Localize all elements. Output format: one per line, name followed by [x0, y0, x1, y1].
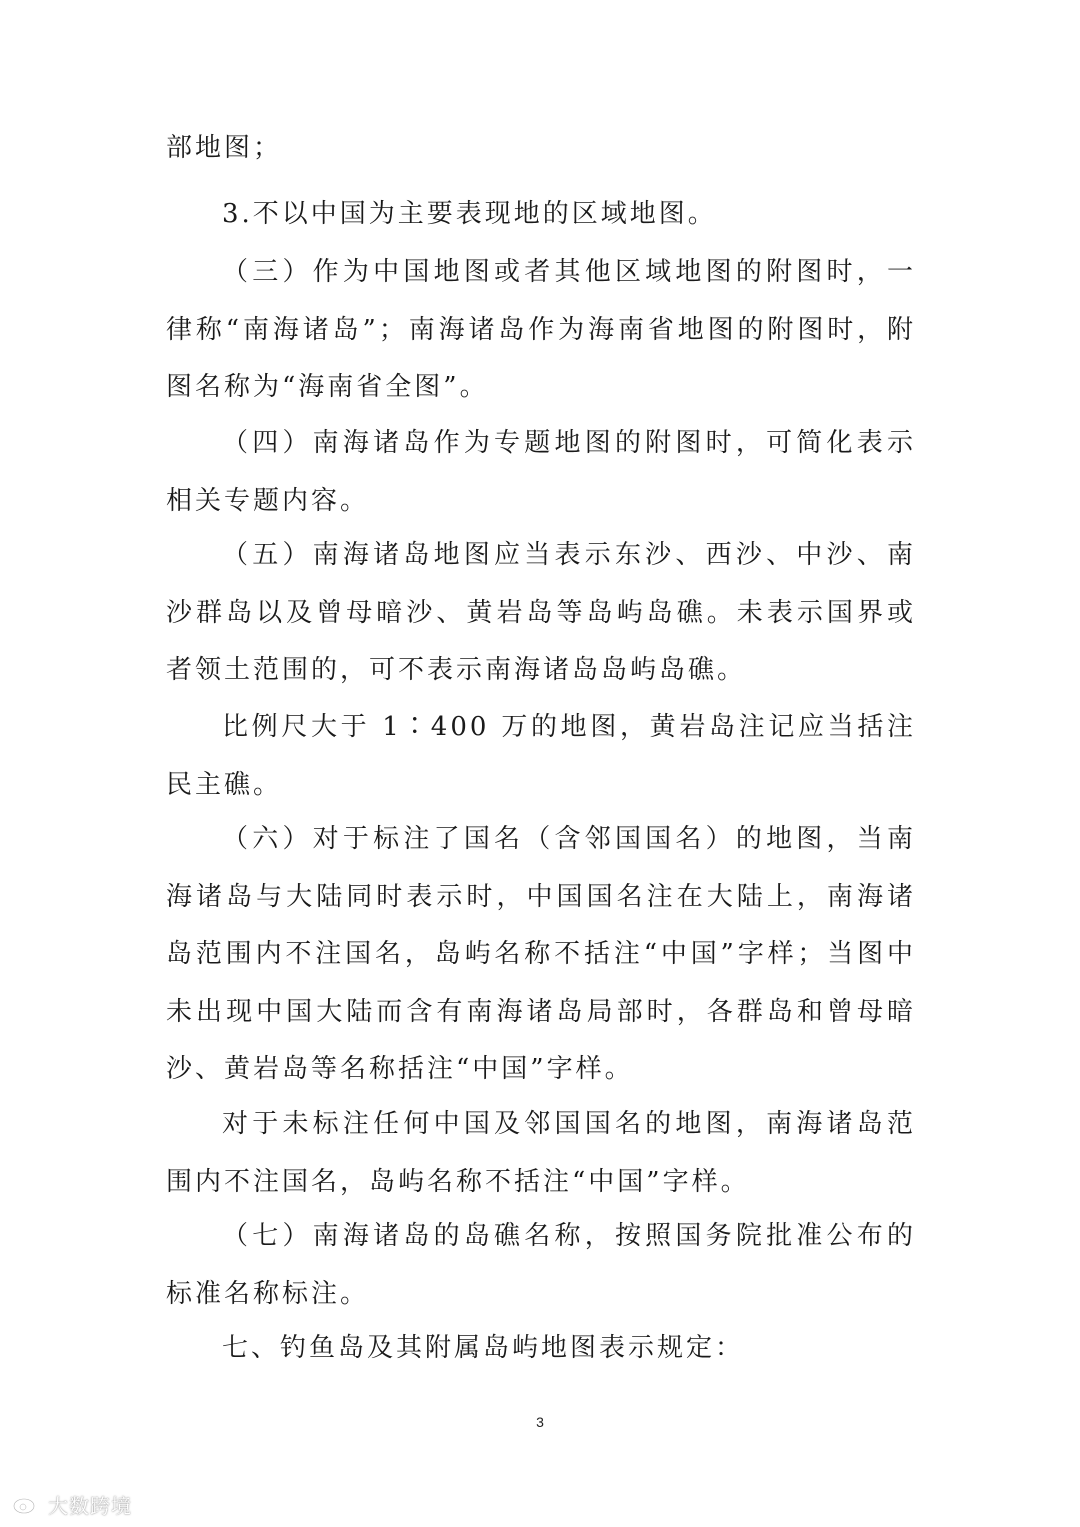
paragraph-heading-7: 七、钓鱼岛及其附属岛屿地图表示规定： — [222, 1333, 745, 1363]
paragraph-unlabeled-maps: 对于未标注任何中国及邻国国名的地图，南海诸岛范围内不注国名，岛屿名称不括注“中国”字样。 — [166, 1109, 916, 1197]
paragraph-section-5: （五）南海诸岛地图应当表示东沙、西沙、中沙、南沙群岛以及曾母暗沙、黄岩岛等岛屿岛礁。未表示国界或者领土范围的，可不表示南海诸岛岛屿岛礁。 — [166, 540, 916, 685]
weibo-logo-icon — [12, 1491, 42, 1519]
page-number: 3 — [536, 1414, 544, 1430]
watermark — [12, 1490, 132, 1519]
paragraph-scale-note: 比例尺大于 1∶400 万的地图，黄岩岛注记应当括注民主礁。 — [166, 712, 916, 800]
paragraph-section-7: （七）南海诸岛的岛礁名称，按照国务院批准公布的标准名称标注。 — [166, 1221, 916, 1309]
watermark-text: 大数跨境 — [48, 1494, 132, 1518]
paragraph-continuation: 部地图； — [166, 133, 283, 163]
paragraph-item-3: 3.不以中国为主要表现地的区域地图。 — [222, 199, 717, 229]
paragraph-section-6: （六）对于标注了国名（含邻国国名）的地图，当南海诸岛与大陆同时表示时，中国国名注在大陆上，南海诸岛范围内不注国名，岛屿名称不括注“中国”字样；当图中未出现中国大陆而含有南海诸岛局部时，各群岛和曾母暗沙、黄岩岛等名称括注“中国”字样。 — [166, 824, 916, 1084]
paragraph-section-3: （三）作为中国地图或者其他区域地图的附图时，一律称“南海诸岛”；南海诸岛作为海南省地图的附图时，附图名称为“海南省全图”。 — [166, 257, 916, 402]
paragraph-section-4: （四）南海诸岛作为专题地图的附图时，可简化表示相关专题内容。 — [166, 428, 916, 516]
